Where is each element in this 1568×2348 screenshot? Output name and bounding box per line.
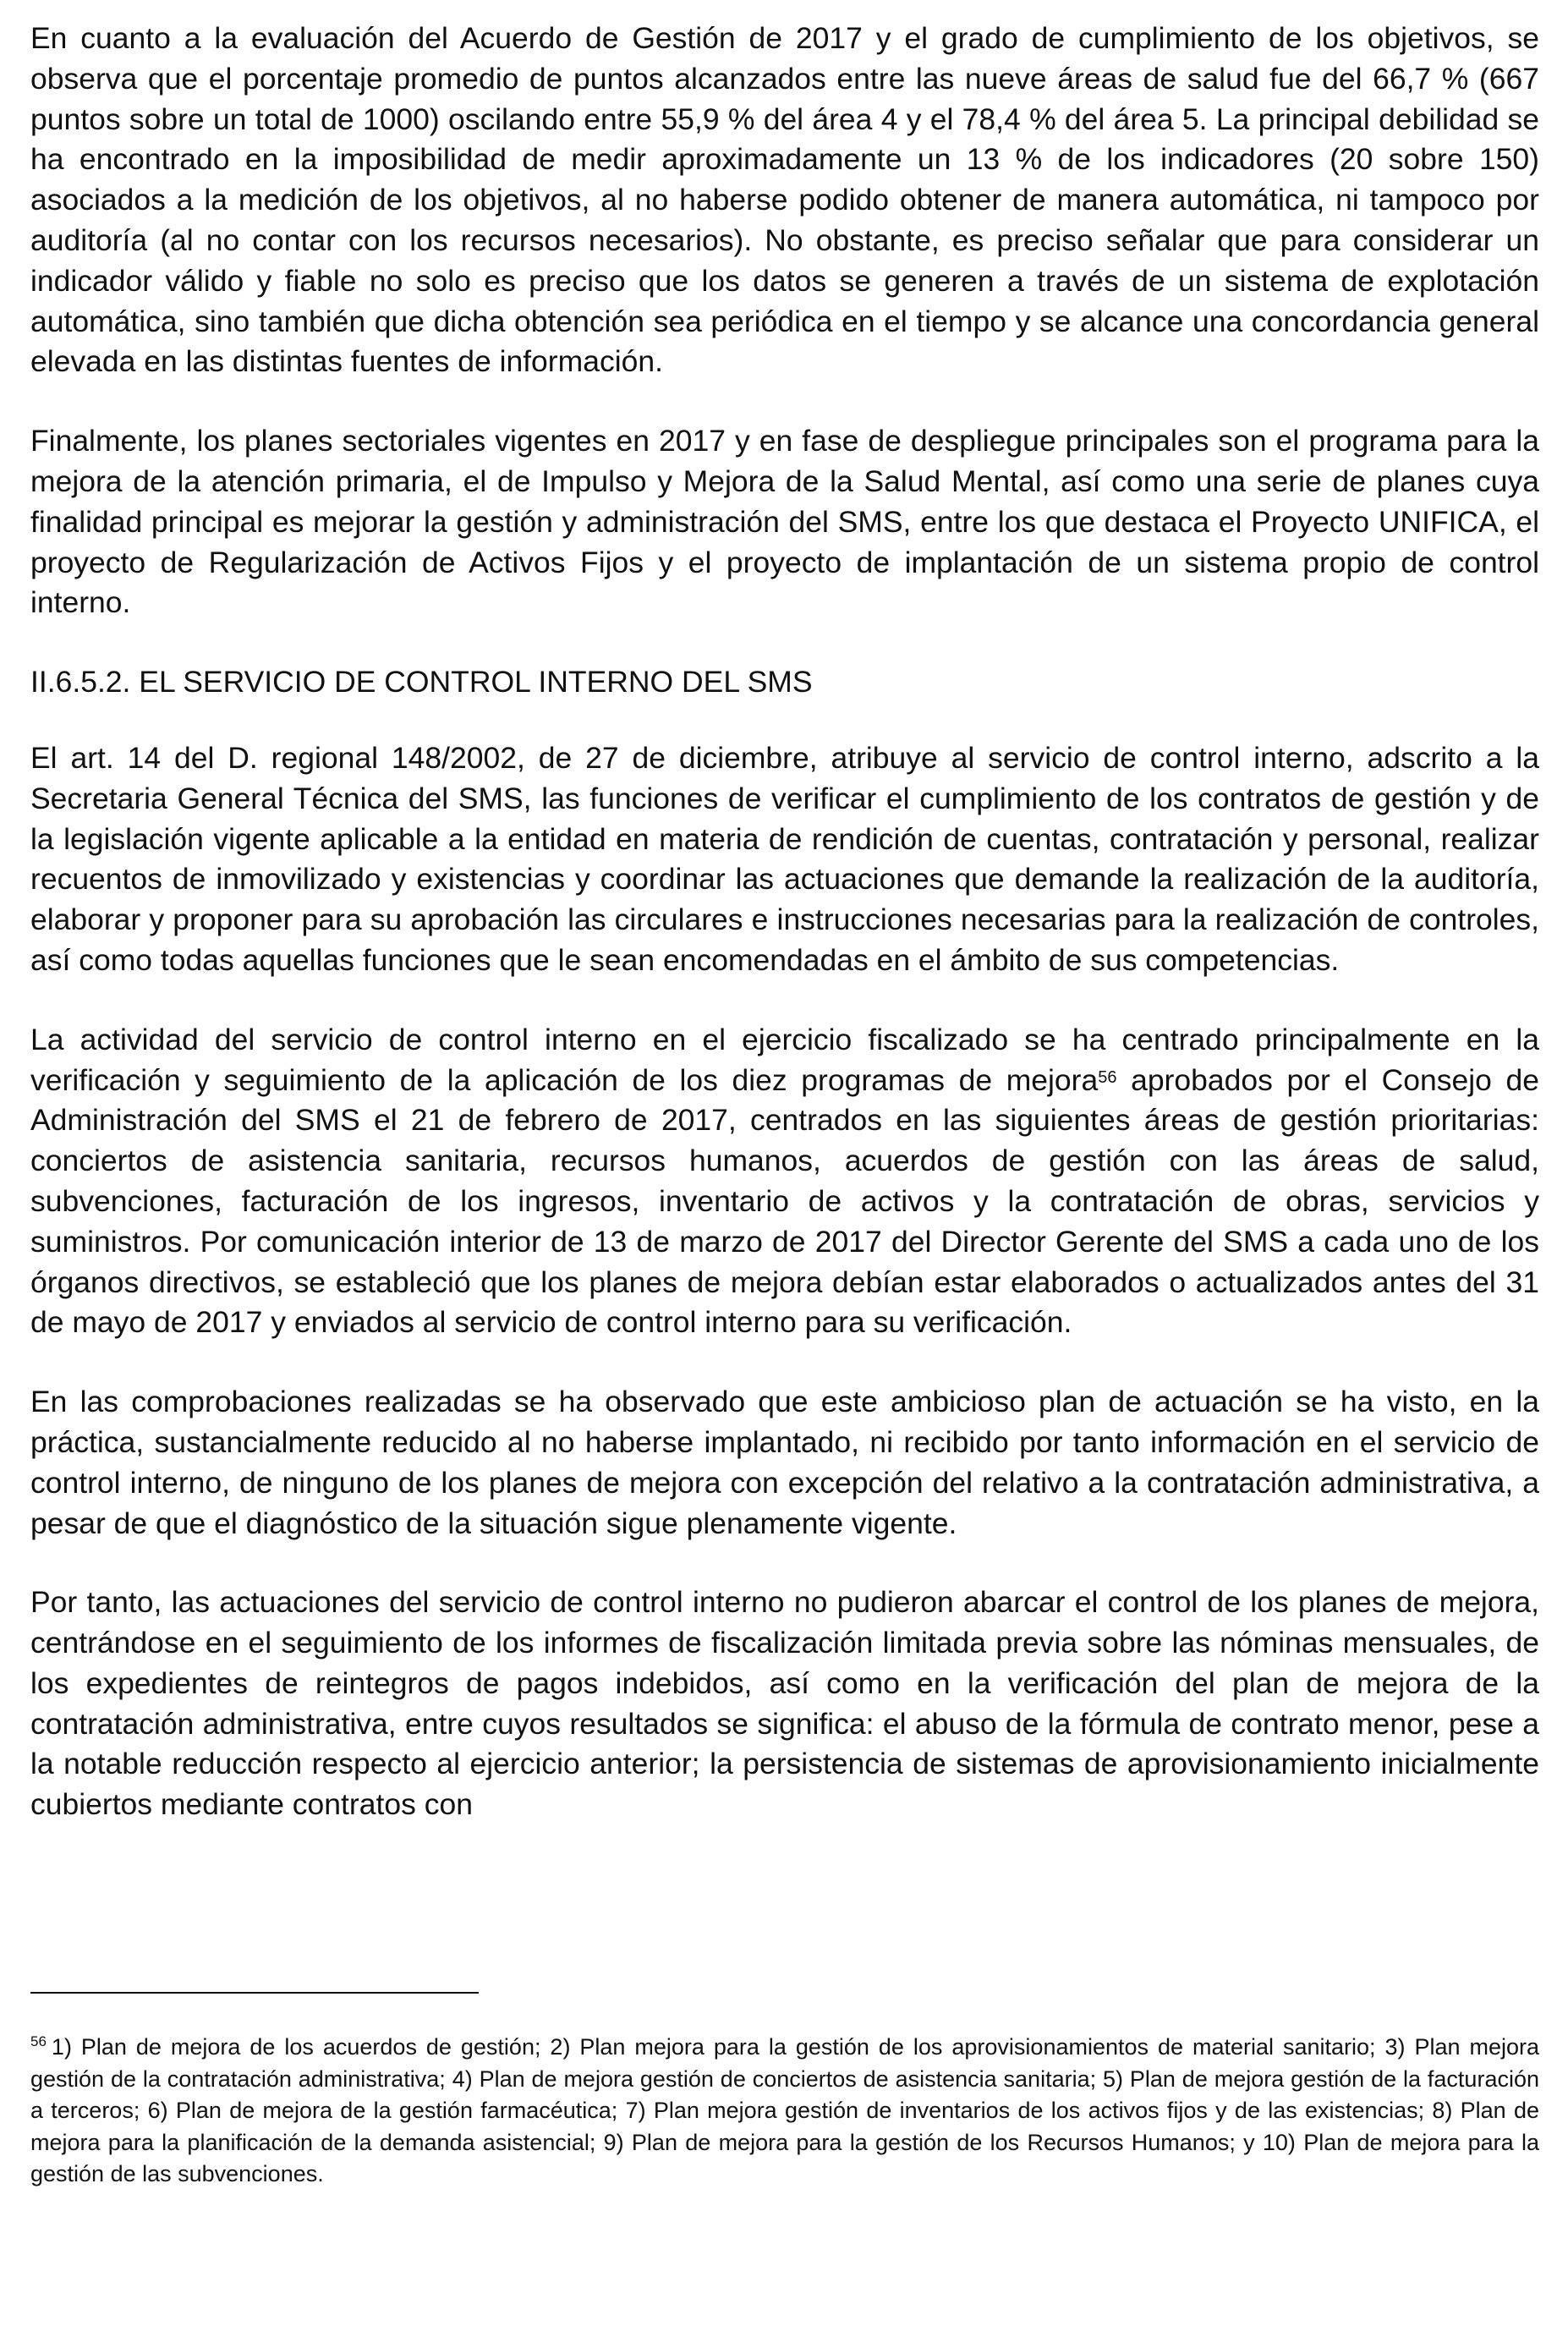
paragraph-planes-sectoriales: Finalmente, los planes sectoriales vigentes en 2017 y en fase de despliegue principales son el programa para la mejora de la atención primaria, el de Impulso y Mejora de la Salud Mental, así como una serie de planes cuya finalidad principal es mejorar la gestión y administración del SMS, entre los que destaca el Proyecto UNIFICA, el proyecto de Regularización de Activos Fijos y el proyecto de implantación de un sistema propio de control interno. (30, 424, 1539, 620)
footnote-reference[interactable]: 56 (1098, 1067, 1117, 1087)
paragraph-por-tanto: Por tanto, las actuaciones del servicio de control interno no pudieron abarcar el control de los planes de mejora, centrándose en el seguimiento de los informes de fiscalización limitada previa sobre las nóminas mensuales, de los expedientes de reintegros de pagos indebidos, así como en la verificación del plan de mejora de la contratación administrativa, entre cuyos resultados se significa: el abuso de la fórmula de contrato menor, pese a la notable reducción respecto al ejercicio anterior; la persistencia de sistemas de aprovisionamiento inicialmente cubiertos mediante contratos con (30, 1585, 1539, 1822)
footnote-separator (30, 1992, 479, 1994)
paragraph-actividad-part2: aprobados por el Consejo de Administración del SMS el 21 de febrero de 2017, centrados en las siguientes áreas de gestión prioritarias: conciertos de asistencia sanitaria, recursos humanos, acuerdos de gestión con las áreas de salud, subvenciones, facturación de los ingresos, inventario de activos y la contratación de obras, servicios y suministros. Por comunicación interior de 13 de marzo de 2017 del Director Gerente del SMS a cada uno de los órganos directivos, se estableció que los planes de mejora debían estar elaborados o actualizados antes del 31 de mayo de 2017 y enviados al servicio de control interno para su verificación. (30, 1062, 1539, 1340)
section-heading: II.6.5.2. EL SERVICIO DE CONTROL INTERNO DEL SMS (30, 665, 813, 699)
footnote-text: 1) Plan de mejora de los acuerdos de gestión; 2) Plan mejora para la gestión de los aprovisionamientos de material sanitario; 3) Plan mejora gestión de la contratación administrativa; 4) Plan de mejora gestión de conciertos de asistencia sanitaria; 5) Plan de mejora gestión de la facturación a terceros; 6) Plan de mejora de la gestión farmacéutica; 7) Plan mejora gestión de inventarios de los activos fijos y de las existencias; 8) Plan de mejora para la planificación de la demanda asistencial; 9) Plan de mejora para la gestión de los Recursos Humanos; y 10) Plan de mejora para la gestión de las subvenciones. (30, 2034, 1539, 2187)
footnote-number: 56 (30, 2033, 47, 2049)
paragraph-actividad-control (30, 1020, 1539, 1343)
paragraph-comprobaciones: En las comprobaciones realizadas se ha observado que este ambicioso plan de actuación se ha visto, en la práctica, sustancialmente reducido al no haberse implantado, ni recibido por tanto información en el servicio de control interno, de ninguno de los planes de mejora con excepción del relativo a la contratación administrativa, a pesar de que el diagnóstico de la situación sigue plenamente vigente. (30, 1385, 1539, 1540)
paragraph-acuerdo-gestion: En cuanto a la evaluación del Acuerdo de Gestión de 2017 y el grado de cumplimiento de los objetivos, se observa que el porcentaje promedio de puntos alcanzados entre las nueve áreas de salud fue del 66,7 % (667 puntos sobre un total de 1000) oscilando entre 55,9 % del área 4 y el 78,4 % del área 5. La principal debilidad se ha encontrado en la imposibilidad de medir aproximadamente un 13 % de los indicadores (20 sobre 150) asociados a la medición de los objetivos, al no haberse podido obtener de manera automática, ni tampoco por auditoría (al no contar con los recursos necesarios). No obstante, es preciso señalar que para considerar un indicador válido y fiable no solo es preciso que los datos se generen a través de un sistema de explotación automática, sino también que dicha obtención sea periódica en el tiempo y se alcance una concordancia general elevada en las distintas fuentes de información. (30, 21, 1539, 379)
document-body (30, 19, 1539, 1864)
footnote (30, 2032, 1539, 2191)
paragraph-art-14: El art. 14 del D. regional 148/2002, de 27 de diciembre, atribuye al servicio de control interno, adscrito a la Secretaria General Técnica del SMS, las funciones de verificar el cumplimiento de los contratos de gestión y de la legislación vigente aplicable a la entidad en materia de rendición de cuentas, contratación y personal, realizar recuentos de inmovilizado y existencias y coordinar las actuaciones que demande la realización de la auditoría, elaborar y proponer para su aprobación las circulares e instrucciones necesarias para la realización de controles, así como todas aquellas funciones que le sean encomendadas en el ámbito de sus competencias. (30, 740, 1539, 977)
paragraph-actividad-part1: La actividad del servicio de control interno en el ejercicio fiscalizado se ha centrado principalmente en la verificación y seguimiento de la aplicación de los diez programas de mejora (30, 1022, 1539, 1097)
